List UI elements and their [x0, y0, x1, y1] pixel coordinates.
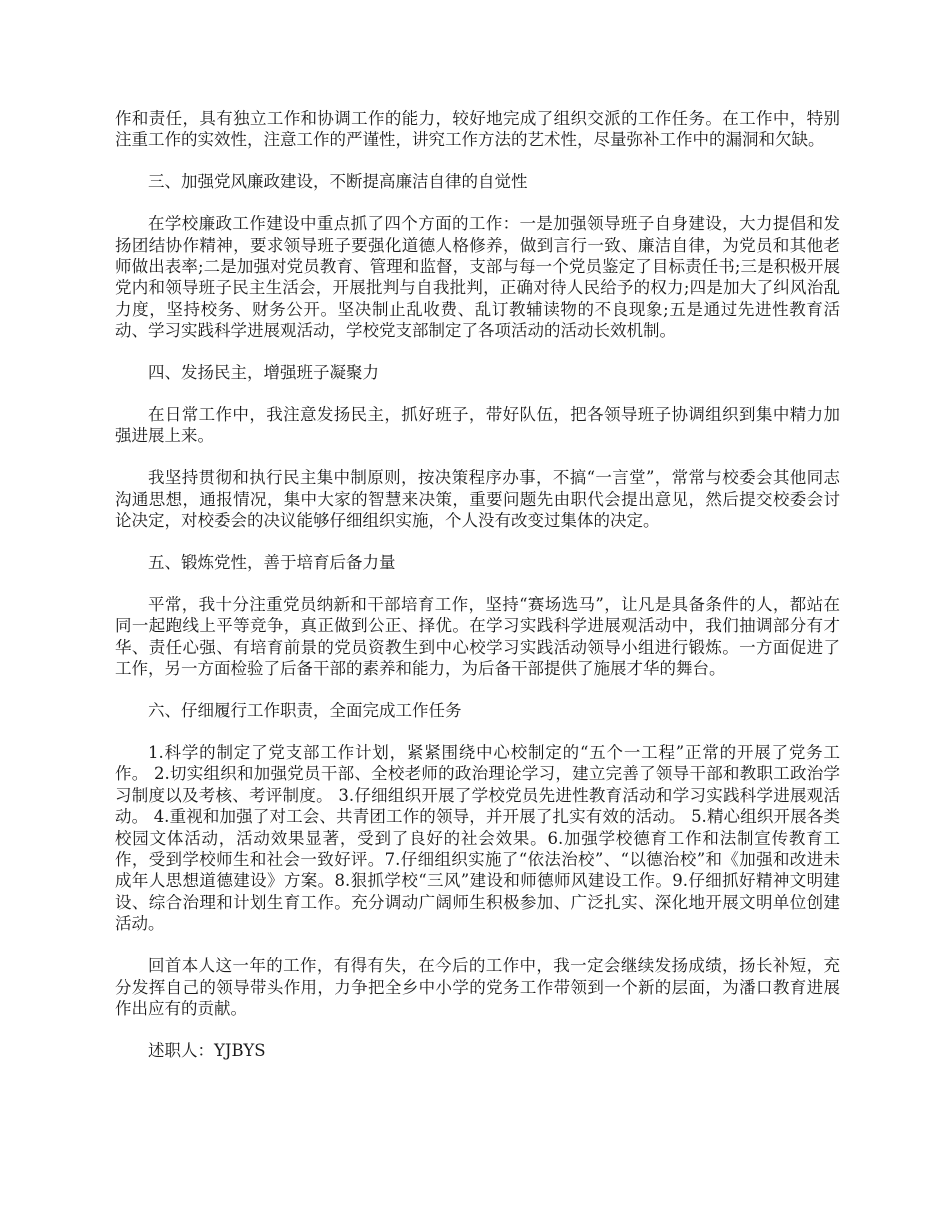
- section-heading-4: 四、发扬民主，增强班子凝聚力: [148, 363, 379, 383]
- signature-line: 述职人：YJBYS: [148, 1040, 266, 1060]
- paragraph: 平常，我十分注重党员纳新和干部培育工作，坚持“赛场选马”，让凡是具备条件的人，都站在同一起跑线上平等竞争，真正做到公正、择优。在学习实践科学进展观活动中，我们抽调部分有才华、责任心强、有培育前景的党员资教生到中心校学习实践活动领导小组进行锻炼。一方面促进了工作，另一方面检验了后备干部的素养和能力，为后备干部提供了施展才华的舞台。: [115, 595, 840, 679]
- paragraph: 在学校廉政工作建设中重点抓了四个方面的工作：一是加强领导班子自身建设，大力提倡和发扬团结协作精神，要求领导班子要强化道德人格修养，做到言行一致、廉洁自律，为党员和其他老师做出表率;二是加强对党员教育、管理和监督，支部与每一个党员鉴定了目标责任书;三是积极开展党内和领导班子民主生活会，开展批判与自我批判，正确对待人民给予的权力;四是加大了纠风治乱力度，坚持校务、财务公开。坚决制止乱收费、乱订教辅读物的不良现象;五是通过先进性教育活动、学习实践科学进展观活动，学校党支部制定了各项活动的活动长效机制。: [115, 214, 840, 341]
- paragraph: 在日常工作中，我注意发扬民主，抓好班子，带好队伍，把各领导班子协调组织到集中精力加强进展上来。: [115, 405, 840, 446]
- paragraph: 我坚持贯彻和执行民主集中制原则，按决策程序办事，不搞“一言堂”，常常与校委会其他同志沟通思想，通报情况，集中大家的智慧来决策，重要问题先由职代会提出意见，然后提交校委会讨论决定，对校委会的决议能够仔细组织实施，个人没有改变过集体的决定。: [115, 468, 840, 531]
- paragraph-continuation: 作和责任，具有独立工作和协调工作的能力，较好地完成了组织交派的工作任务。在工作中，特别注重工作的实效性，注意工作的严谨性，讲究工作方法的艺术性，尽量弥补工作中的漏洞和欠缺。: [115, 109, 840, 150]
- paragraph: 回首本人这一年的工作，有得有失，在今后的工作中，我一定会继续发扬成绩，扬长补短，充分发挥自己的领导带头作用，力争把全乡中小学的党务工作带领到一个新的层面，为潘口教育进展作出应有的贡献。: [115, 956, 840, 1018]
- document-body: [115, 108, 840, 1082]
- section-heading-3: 三、加强党风廉政建设，不断提高廉洁自律的自觉性: [148, 172, 528, 192]
- section-heading-6: 六、仔细履行工作职责，全面完成工作任务: [148, 701, 462, 721]
- paragraph: 1.科学的制定了党支部工作计划，紧紧围绕中心校制定的“五个一工程”正常的开展了党务工作。 2.切实组织和加强党员干部、全校老师的政治理论学习，建立完善了领导干部和教职工政治学习制度以及考核、考评制度。 3.仔细组织开展了学校党员先进性教育活动和学习实践科学进展观活动。 4.重视和加强了对工会、共青团工作的领导，并开展了扎实有效的活动。 5.精心组织开展各类校园文体活动，活动效果显著，受到了良好的社会效果。6.加强学校德育工作和法制宣传教育工作，受到学校师生和社会一致好评。7.仔细组织实施了“依法治校”、“以德治校”和《加强和改进未成年人思想道德建设》方案。8.狠抓学校“三风”建设和师德师风建设工作。9.仔细抓好精神文明建设、综合治理和计划生育工作。充分调动广阔师生积极参加、广泛扎实、深化地开展文明单位创建活动。: [115, 743, 840, 934]
- section-heading-5: 五、锻炼党性，善于培育后备力量: [148, 553, 396, 573]
